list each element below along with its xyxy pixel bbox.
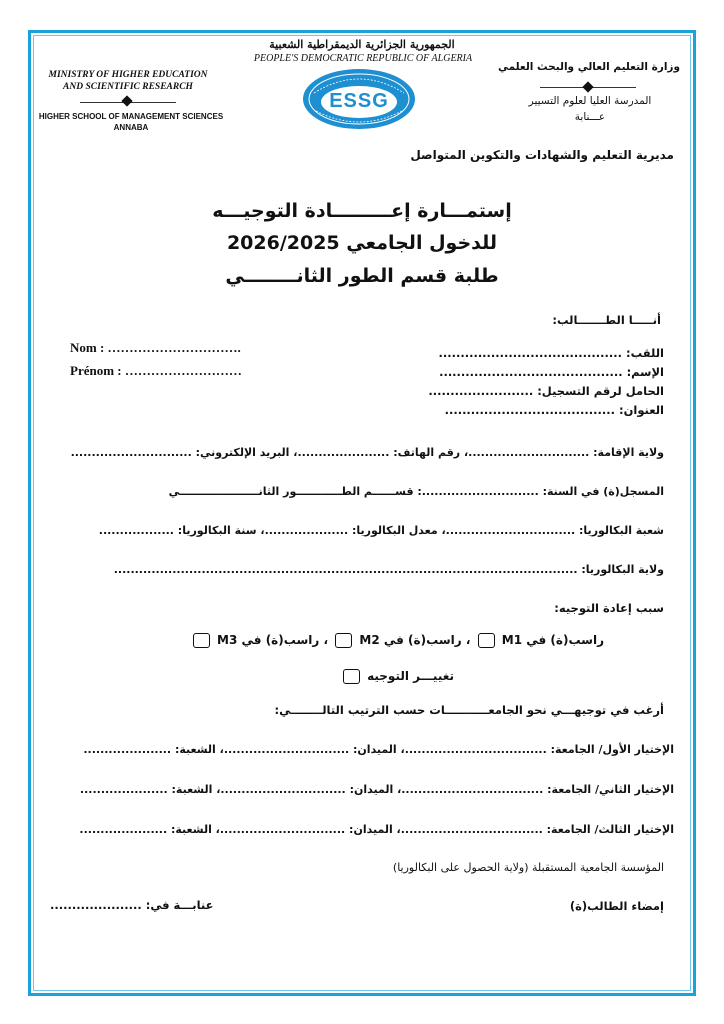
reason-change [340, 669, 454, 684]
student-intro: أنـــــا الطـــــــالب: [552, 313, 661, 327]
choice-second-line[interactable]: الإختيار الثاني/ الجامعة: ..................................، الميدان: ..............................، الشعبة: ..................... [79, 783, 674, 796]
ministry-en-2: AND SCIENTIFIC RESEARCH [63, 82, 193, 92]
checkbox-change[interactable] [343, 669, 360, 684]
host-institution-note: المؤسسة الجامعية المستقبلة (ولاية الحصول على البكالوريا) [392, 861, 664, 874]
city-en: ANNABA [113, 123, 149, 132]
option-m1-label: راسب(ة) في M1 [501, 633, 604, 647]
laqab-field[interactable]: اللقب: .......................................... [438, 346, 664, 360]
bac-province-line[interactable]: ولاية البكالوريا: ............................................................................................................... [113, 563, 664, 576]
checkbox-m1[interactable] [478, 633, 495, 648]
ism-field[interactable]: الإسم: .......................................... [439, 365, 664, 379]
separator: ، [465, 633, 471, 647]
form-subtitle: للدخول الجامعي 2026/2025 [226, 232, 498, 254]
logo-text: ESSG [329, 90, 389, 112]
school-logo [300, 67, 418, 131]
option-m2-label: راسب(ة) في M2 [359, 633, 462, 647]
separator: ، [323, 633, 329, 647]
bac-branch-line[interactable]: شعبة البكالوريا: ...............................، معدل البكالوريا: ....................، سنة البكالوريا: .................. [98, 524, 664, 537]
choice-third-line[interactable]: الإختيار الثالث/ الجامعة: ..................................، الميدان: ..............................، الشعبة: ..................... [79, 823, 674, 836]
address-field[interactable]: العنوان: ....................................... [444, 403, 664, 417]
checkbox-m3[interactable] [193, 633, 210, 648]
republic-en: PEOPLE'S DEMOCRATIC REPUBLIC OF ALGERIA [253, 53, 473, 64]
school-en: HIGHER SCHOOL OF MANAGEMENT SCIENCES [38, 112, 224, 121]
form-title: إستمـــارة إعـــــــــادة التوجيـــه [212, 200, 512, 222]
ministry-ar: وزارة التعليم العالي والبحث العلمي [497, 61, 680, 73]
directorate-ar: مديرية التعليم والشهادات والتكوين المتواصل [410, 148, 674, 162]
reason-options [190, 633, 604, 648]
enrolled-line[interactable]: المسجل(ة) في السنة: ............................: قســــــم الطــــــــــــور الثانـــــــــــــــــــــي [168, 485, 664, 498]
ministry-en-1: MINISTRY OF HIGHER EDUCATION [48, 70, 208, 80]
city-ar: عـــنابة [574, 111, 606, 123]
school-ar: المدرسة العليا لعلوم التسيير [528, 95, 652, 107]
page-border-inner [33, 35, 691, 991]
choice-first-line[interactable]: الإختيار الأول/ الجامعة: ..................................، الميدان: ..............................، الشعبة: ..................... [83, 743, 674, 756]
signature-label: إمضاء الطالب(ة) [569, 899, 664, 913]
option-m3-label: راسب(ة) في M3 [217, 633, 320, 647]
nom-field[interactable]: Nom : …………………………. [70, 340, 241, 355]
option-change-label: تغييـــر التوجيه [367, 669, 454, 683]
prenom-field[interactable]: Prénom : ……………………… [70, 363, 242, 378]
checkbox-m2[interactable] [335, 633, 352, 648]
republic-ar: الجمهورية الجزائرية الديمقراطية الشعبية [269, 38, 455, 51]
reason-label: سبب إعادة التوجيه: [554, 601, 664, 615]
residence-line[interactable]: ولاية الإقامة: .............................، رقم الهاتف: ......................، البريد الإلكتروني: ............................. [70, 446, 664, 459]
choices-intro: أرغب في توجيهـــي نحو الجامعـــــــــــات حسب الترتيب التالــــــــي: [274, 703, 664, 717]
place-date-field[interactable]: عنابـــة في: ..................... [50, 898, 214, 912]
registration-field[interactable]: الحامل لرقم التسجيل: ........................ [428, 384, 664, 398]
form-subtitle-2: طلبة قسم الطور الثانــــــــي [225, 265, 499, 287]
